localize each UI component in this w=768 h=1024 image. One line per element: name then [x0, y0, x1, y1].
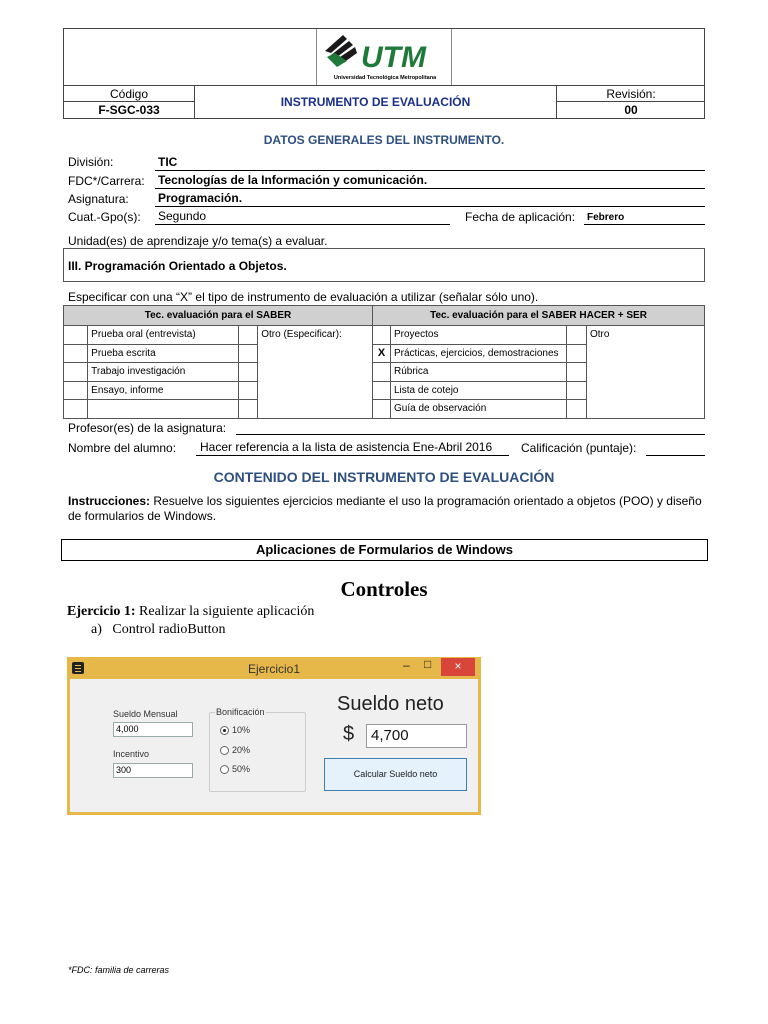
table-row [64, 326, 705, 345]
check-cell[interactable] [567, 381, 587, 400]
doc-title-cell [195, 86, 557, 119]
check-cell[interactable] [567, 363, 587, 382]
saber-item: Prueba oral (entrevista) [88, 326, 239, 345]
grade-line [646, 440, 705, 456]
check-cell[interactable] [64, 400, 88, 419]
student-value: Hacer referencia a la lista de asistencia Ene-Abril 2016 [200, 440, 493, 454]
bonificacion-label: Bonificación [216, 707, 265, 717]
hacer-other: Otro [587, 326, 705, 419]
code-value: F-SGC-033 [98, 103, 160, 117]
saber-item: Prueba escrita [88, 344, 239, 363]
check-cell[interactable] [239, 381, 258, 400]
cuat-line [155, 209, 450, 225]
radio-label: 10% [232, 725, 251, 735]
check-cell[interactable] [239, 363, 258, 382]
radio-icon [220, 746, 229, 755]
logo-text: UTM [361, 41, 426, 74]
radio-10[interactable] [220, 725, 250, 735]
saber-other: Otro (Especificar): [258, 326, 373, 419]
general-section-title: DATOS GENERALES DEL INSTRUMENTO. [263, 133, 505, 147]
maximize-button[interactable]: □ [424, 657, 432, 671]
fdc-label: FDC*/Carrera: [68, 174, 145, 188]
student-label: Nombre del alumno: [68, 441, 177, 455]
revision-cell [557, 86, 705, 119]
check-cell[interactable] [567, 326, 587, 345]
revision-value: 00 [624, 103, 638, 117]
calcular-button[interactable]: Calcular Sueldo neto [324, 758, 467, 791]
content-title: CONTENIDO DEL INSTRUMENTO DE EVALUACIÓN [213, 469, 555, 485]
exercise-line [67, 604, 314, 620]
date-label: Fecha de aplicación: [465, 210, 576, 224]
controls-heading: Controles [340, 577, 428, 601]
hacer-item: Guía de observación [391, 400, 567, 419]
radio-selected-icon [220, 726, 229, 735]
instructions-label: Instrucciones: [68, 494, 151, 508]
radio-icon [220, 765, 229, 774]
exercise-text: Realizar la siguiente aplicación [135, 604, 315, 619]
prof-label: Profesor(es) de la asignatura: [68, 421, 227, 435]
header-table [63, 28, 705, 119]
window-title: Ejercicio1 [247, 662, 301, 676]
exercise-item: a) Control radioButton [91, 622, 226, 637]
student-line [196, 440, 509, 456]
specify-text: Especificar con una “X” el tipo de instrumento de evaluación a utilizar (señalar sólo uno). [68, 290, 539, 304]
instructions [68, 494, 708, 524]
hacer-mark[interactable] [373, 363, 391, 382]
hacer-header: Tec. evaluación para el SABER HACER + SER [373, 306, 705, 326]
date-value: Febrero [587, 212, 625, 223]
hacer-mark[interactable] [373, 400, 391, 419]
footnote: *FDC: familia de carreras [68, 965, 170, 975]
logo-row [64, 29, 704, 85]
saber-item: Trabajo investigación [88, 363, 239, 382]
cuat-value: Segundo [158, 209, 207, 223]
units-value: III. Programación Orientado a Objetos. [68, 259, 287, 273]
header-row [64, 85, 704, 119]
neto-label: Sueldo neto [337, 693, 444, 715]
minimize-button[interactable]: – [403, 658, 410, 672]
hacer-item: Prácticas, ejercicios, demostraciones [391, 344, 567, 363]
check-cell[interactable] [567, 344, 587, 363]
check-cell[interactable] [64, 363, 88, 382]
division-line [155, 155, 705, 171]
doc-title: INSTRUMENTO DE EVALUACIÓN [280, 95, 471, 109]
saber-item: Ensayo, informe [88, 381, 239, 400]
sueldo-label: Sueldo Mensual [113, 709, 178, 719]
code-cell [64, 86, 195, 119]
sueldo-input[interactable]: 4,000 [113, 722, 193, 737]
hacer-item: Proyectos [391, 326, 567, 345]
radio-20[interactable] [220, 745, 250, 755]
check-cell[interactable] [64, 381, 88, 400]
instructions-text: Resuelve los siguientes ejercicios mediante el uso la programación orientado a objetos (POO) y diseño de formularios de Windows. [68, 494, 702, 523]
check-cell[interactable] [239, 326, 258, 345]
check-cell[interactable] [239, 344, 258, 363]
neto-output[interactable]: 4,700 [366, 724, 467, 748]
hacer-mark[interactable]: X [373, 344, 391, 363]
incentivo-input[interactable]: 300 [113, 763, 193, 778]
saber-item [88, 400, 239, 419]
currency-sign: $ [343, 723, 355, 745]
radio-label: 20% [232, 745, 251, 755]
division-value: TIC [158, 155, 178, 169]
fdc-value: Tecnologías de la Información y comunicación. [158, 173, 428, 187]
exercise-label: Ejercicio 1: [67, 604, 136, 619]
hacer-item: Lista de cotejo [391, 381, 567, 400]
cuat-label: Cuat.-Gpo(s): [68, 210, 141, 224]
code-label: Código [64, 86, 194, 102]
utm-logo-icon [317, 31, 453, 77]
subject-value: Programación. [158, 191, 243, 205]
radio-50[interactable] [220, 764, 250, 774]
units-label: Unidad(es) de aprendizaje y/o tema(s) a evaluar. [68, 234, 328, 248]
units-box [63, 248, 705, 282]
check-cell[interactable] [239, 400, 258, 419]
window-client [70, 679, 478, 812]
grade-label: Calificación (puntaje): [521, 441, 637, 455]
division-label: División: [68, 155, 114, 169]
date-line [584, 209, 705, 225]
hacer-mark[interactable] [373, 326, 391, 345]
fdc-line [155, 173, 705, 189]
prof-line [236, 420, 705, 435]
section-box-title: Aplicaciones de Formularios de Windows [61, 539, 708, 561]
saber-header: Tec. evaluación para el SABER [64, 306, 373, 326]
close-button[interactable]: × [441, 658, 475, 676]
logo [316, 29, 452, 85]
form-window [67, 657, 481, 815]
incentivo-label: Incentivo [113, 749, 150, 759]
subject-label: Asignatura: [68, 192, 129, 206]
check-cell[interactable] [64, 326, 88, 345]
subject-line [155, 191, 705, 207]
university-name: Universidad Tecnológica Metropolitana [333, 75, 437, 81]
hacer-item: Rúbrica [391, 363, 567, 382]
hacer-mark[interactable] [373, 381, 391, 400]
check-cell[interactable] [64, 344, 88, 363]
evaluation-table [63, 305, 705, 419]
revision-label: Revisión: [557, 86, 705, 102]
check-cell[interactable] [567, 400, 587, 419]
radio-label: 50% [232, 764, 251, 774]
